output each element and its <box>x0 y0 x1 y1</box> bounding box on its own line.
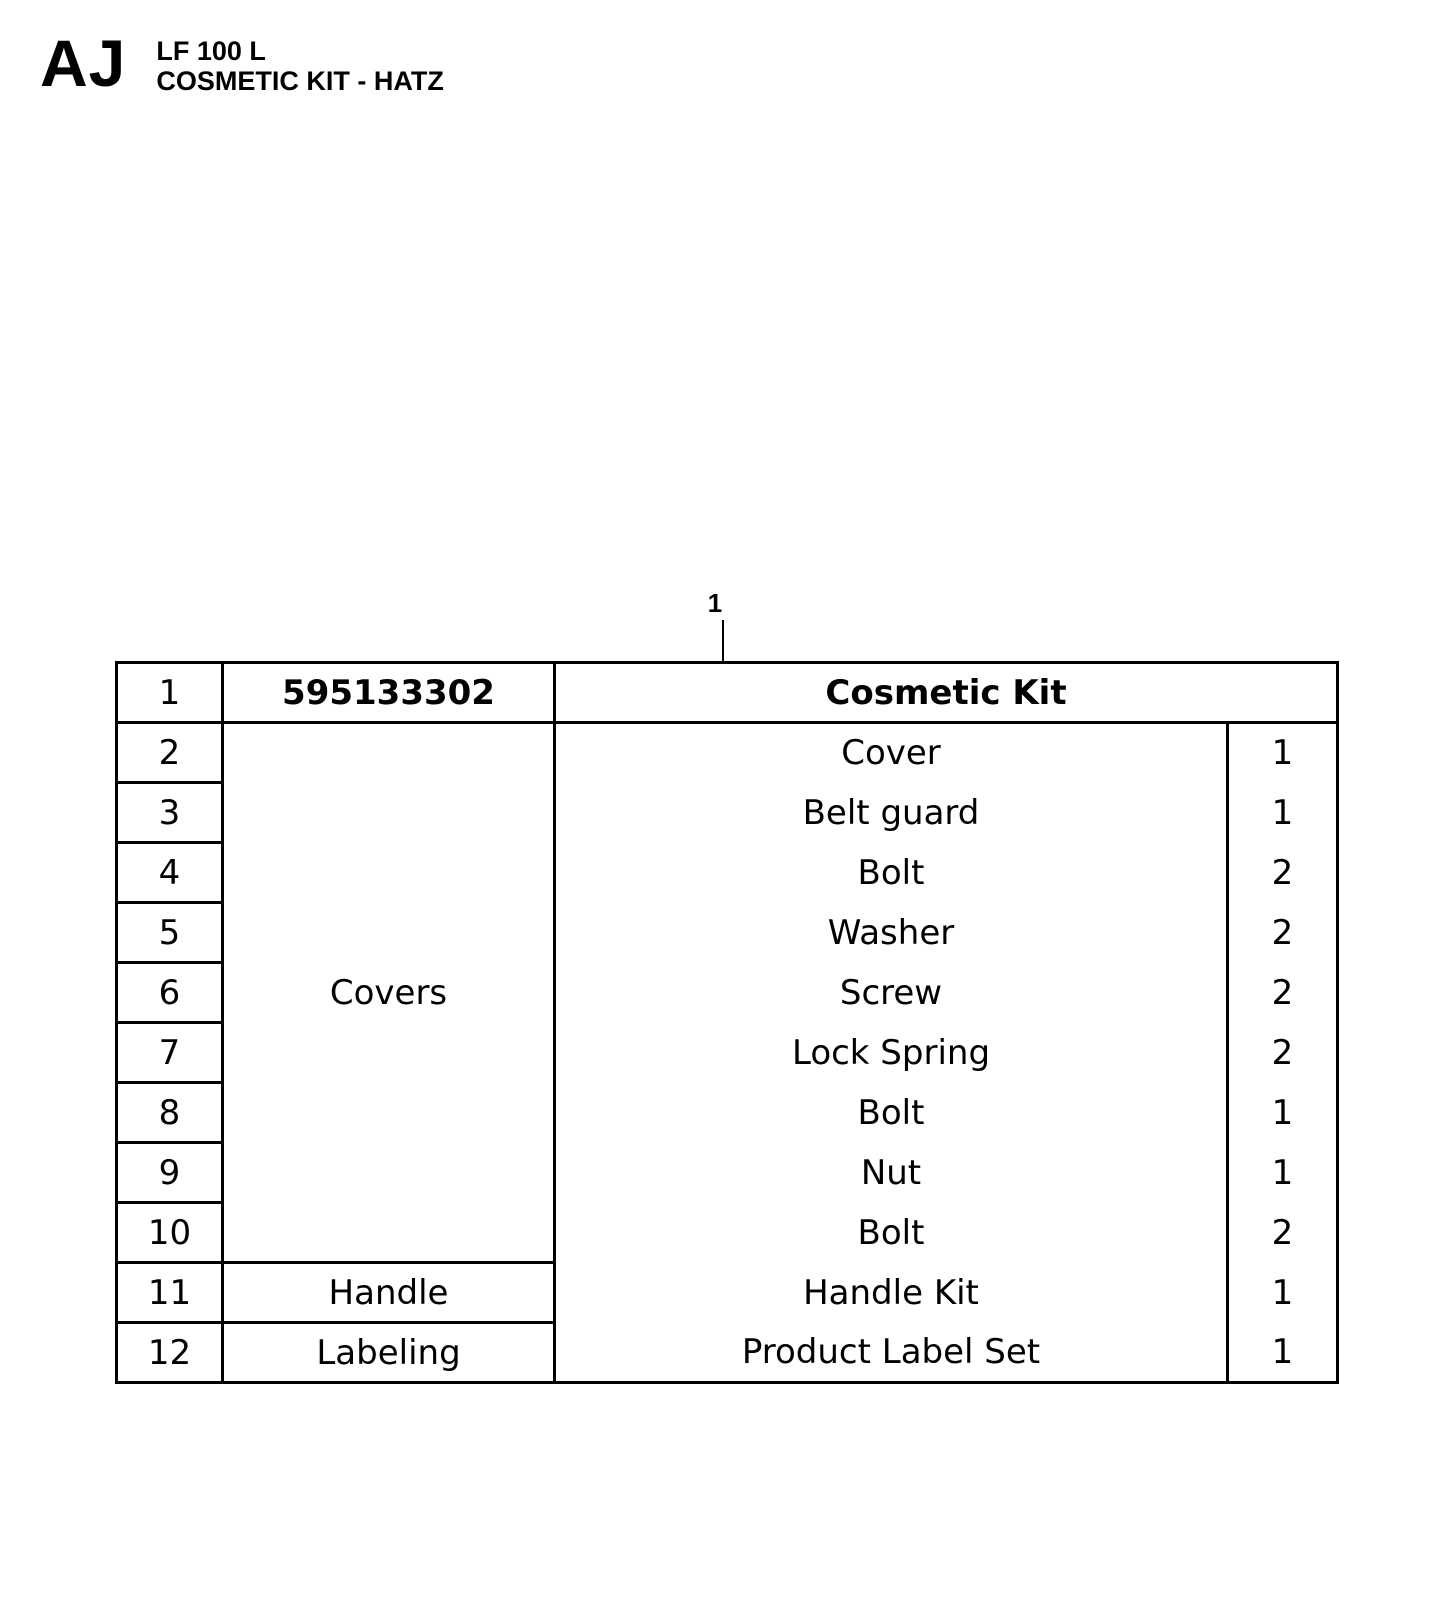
callout-number: 1 <box>707 588 723 618</box>
group-labeling: Labeling <box>223 1323 555 1383</box>
item-description: Bolt <box>555 1083 1228 1143</box>
table-row <box>117 1323 1338 1383</box>
row-number: 12 <box>117 1323 223 1383</box>
row-number: 3 <box>117 783 223 843</box>
item-quantity: 2 <box>1228 1023 1338 1083</box>
callout-leader-line <box>722 620 724 662</box>
header-titles <box>156 36 443 96</box>
kit-description: Cosmetic Kit <box>555 663 1338 723</box>
item-quantity: 1 <box>1228 1263 1338 1323</box>
item-description: Screw <box>555 963 1228 1023</box>
section-code: AJ <box>40 26 127 100</box>
item-quantity: 1 <box>1228 1323 1338 1383</box>
item-description: Bolt <box>555 1203 1228 1263</box>
group-covers: Covers <box>223 723 555 1263</box>
table-row <box>117 723 1338 783</box>
item-quantity: 2 <box>1228 843 1338 903</box>
row-number: 11 <box>117 1263 223 1323</box>
row-number: 2 <box>117 723 223 783</box>
parts-table <box>115 661 1339 1384</box>
item-quantity: 1 <box>1228 723 1338 783</box>
item-description: Lock Spring <box>555 1023 1228 1083</box>
item-description: Cover <box>555 723 1228 783</box>
row-number: 9 <box>117 1143 223 1203</box>
row-number: 6 <box>117 963 223 1023</box>
item-quantity: 2 <box>1228 903 1338 963</box>
row-number: 5 <box>117 903 223 963</box>
row-number: 4 <box>117 843 223 903</box>
item-description: Belt guard <box>555 783 1228 843</box>
kit-part-number: 595133302 <box>223 663 555 723</box>
row-number: 7 <box>117 1023 223 1083</box>
table-row <box>117 1263 1338 1323</box>
item-quantity: 2 <box>1228 963 1338 1023</box>
item-quantity: 1 <box>1228 783 1338 843</box>
item-description: Bolt <box>555 843 1228 903</box>
item-description: Nut <box>555 1143 1228 1203</box>
page-title: COSMETIC KIT - HATZ <box>156 66 444 96</box>
item-description: Washer <box>555 903 1228 963</box>
item-description: Product Label Set <box>555 1323 1228 1383</box>
item-description: Handle Kit <box>555 1263 1228 1323</box>
table-row <box>117 663 1338 723</box>
group-handle: Handle <box>223 1263 555 1323</box>
row-number: 1 <box>117 663 223 723</box>
model-name: LF 100 L <box>156 36 266 66</box>
page-header <box>40 26 444 100</box>
item-quantity: 1 <box>1228 1143 1338 1203</box>
item-quantity: 2 <box>1228 1203 1338 1263</box>
row-number: 8 <box>117 1083 223 1143</box>
row-number: 10 <box>117 1203 223 1263</box>
item-quantity: 1 <box>1228 1083 1338 1143</box>
